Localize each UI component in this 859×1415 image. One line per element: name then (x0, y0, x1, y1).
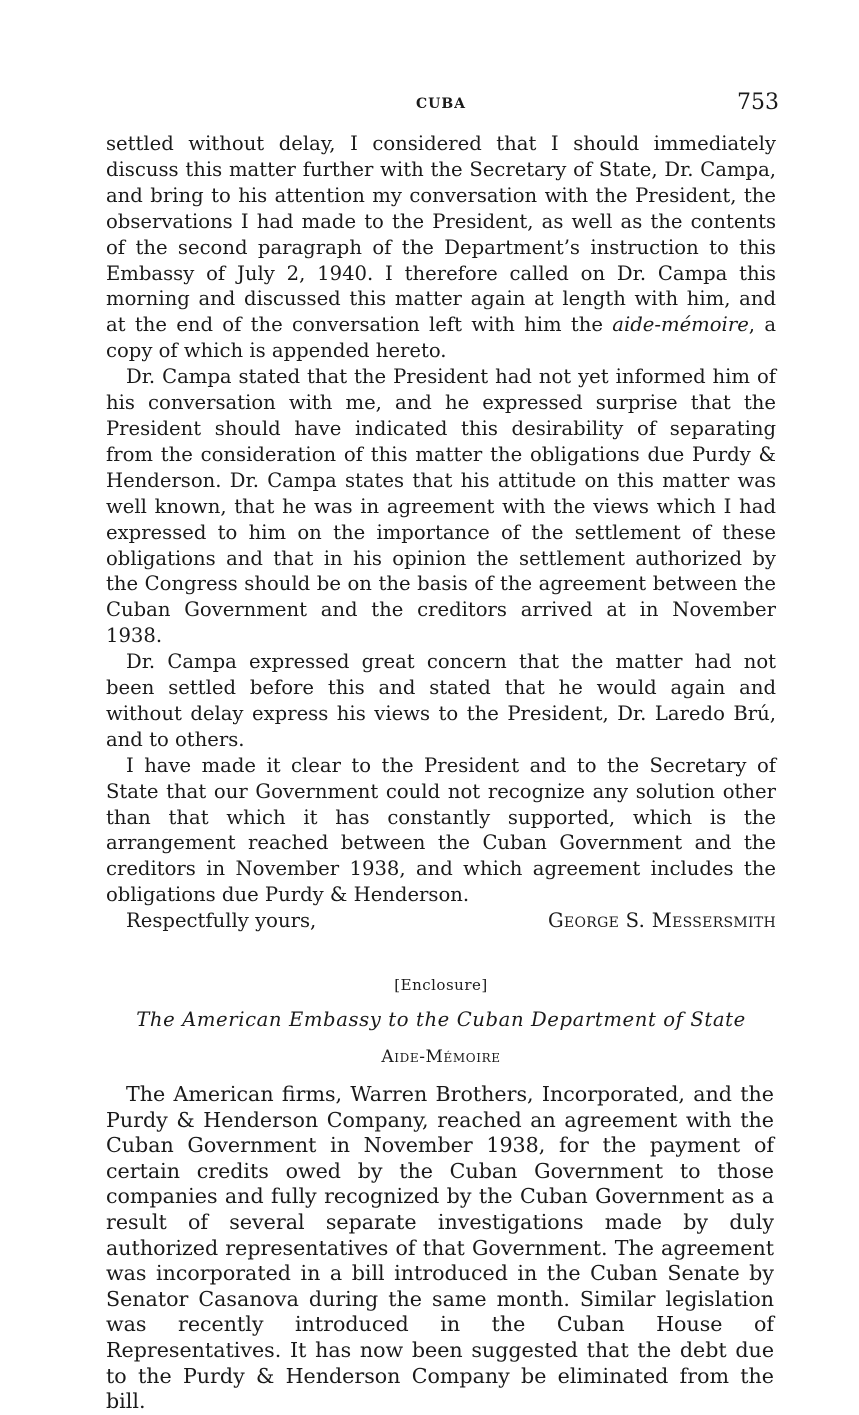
letter-paragraph-4: I have made it clear to the President and to the Secretary of State that our Government could not recognize any solution other than that which it has constantly supported, which is the arrangement reached between the Cuban Government and the creditors in November 1938, and which agreement includes the obligations due Purdy & Henderson. (106, 753, 776, 907)
page-header (106, 90, 779, 120)
paragraph-text: settled without delay, I considered that I should immediately discuss this matter further with the Secretary of State, Dr. Campa, and bring to his attention my conversation with the President, the observations I had made to the President, as well as the contents of the second paragraph of the Department’s instruction to this Embassy of July 2, 1940. I therefore called on Dr. Campa this morning and discussed this matter again at length with him, and at the end of the conversation left with him the (106, 132, 776, 337)
memo-body (106, 1082, 774, 1415)
page-number: 753 (737, 90, 779, 115)
letter-paragraph-1 (106, 131, 776, 364)
signature: George S. Messersmith (548, 909, 776, 933)
running-head: CUBA (415, 96, 467, 112)
memo-paragraph: The American firms, Warren Brothers, Incorporated, and the Purdy & Henderson Company, reached an agreement with the Cuban Government in November 1938, for the payment of certain credits owed by the Cuban Government to those companies and fully recognized by the Cuban Government as a result of several separate investigations made by duly authorized representatives of that Government. The agreement was incorporated in a bill introduced in the Cuban Senate by Senator Casanova during the same month. Similar legislation was recently introduced in the Cuban House of Representatives. It has now been suggested that the debt due to the Purdy & Henderson Company be eliminated from the bill. (106, 1082, 774, 1414)
letter-closing (106, 908, 776, 934)
complimentary-close: Respectfully yours, (126, 909, 317, 933)
paragraph-tail: , a copy of which is appended hereto. (106, 313, 777, 363)
letter-body (106, 131, 776, 934)
enclosure-label: [Enclosure] (394, 976, 488, 995)
enclosure-title: The American Embassy to the Cuban Department of State (136, 1008, 746, 1032)
letter-paragraph-3: Dr. Campa expressed great concern that the matter had not been settled before this and stated that he would again and without delay express his views to the President, Dr. Laredo Brú, and to others. (106, 650, 776, 751)
document-page (106, 90, 779, 1415)
memo-heading: Aide-Mémoire (381, 1047, 501, 1068)
letter-paragraph-2: Dr. Campa stated that the President had not yet informed him of his conversation with me, and he expressed surprise that the President should have indicated this desirability of separating from the consideration of this matter the obligations due Purdy & Henderson. Dr. Campa states that his attitude on this matter was well known, that he was in agreement with the views which I had expressed to him on the importance of the settlement of these obligations and that in his opinion the settlement authorized by the Congress should be on the basis of the agreement between the Cuban Government and the creditors arrived at in November 1938. (106, 365, 776, 648)
italic-term: aide-mémoire (612, 313, 749, 337)
